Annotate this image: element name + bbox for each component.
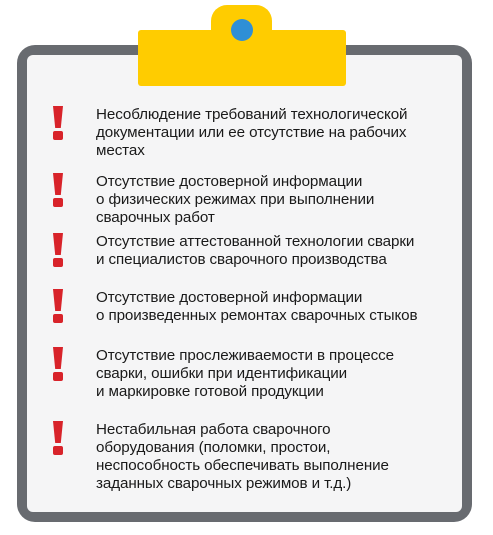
exclamation-icon xyxy=(48,289,68,323)
exclamation-icon xyxy=(48,347,68,381)
list-item-text: Нестабильная работа сварочного оборудования (поломки, простои, неспособность обеспечивать выполнение заданных сварочных режимов и т.д.) xyxy=(96,421,389,492)
list-item xyxy=(48,233,458,269)
exclamation-icon xyxy=(48,173,68,207)
list-item-text: Отсутствие прослеживаемости в процессе сварки, ошибки при идентификации и маркировке готовой продукции xyxy=(96,347,394,400)
list-item xyxy=(48,347,458,401)
list-item xyxy=(48,421,458,493)
exclamation-icon xyxy=(48,233,68,267)
list-item-text: Отсутствие достоверной информации о физических режимах при выполнении сварочных работ xyxy=(96,173,375,226)
exclamation-icon xyxy=(48,421,68,455)
list-item xyxy=(48,106,458,160)
list-item-text: Отсутствие аттестованной технологии сварки и специалистов сварочного производства xyxy=(96,233,415,268)
exclamation-icon xyxy=(48,106,68,140)
list-item xyxy=(48,173,458,227)
list-item xyxy=(48,289,458,325)
list-item-text: Несоблюдение требований технологической документации или ее отсутствие на рабочих местах xyxy=(96,106,408,159)
list-item-text: Отсутствие достоверной информации о произведенных ремонтах сварочных стыков xyxy=(96,289,418,324)
